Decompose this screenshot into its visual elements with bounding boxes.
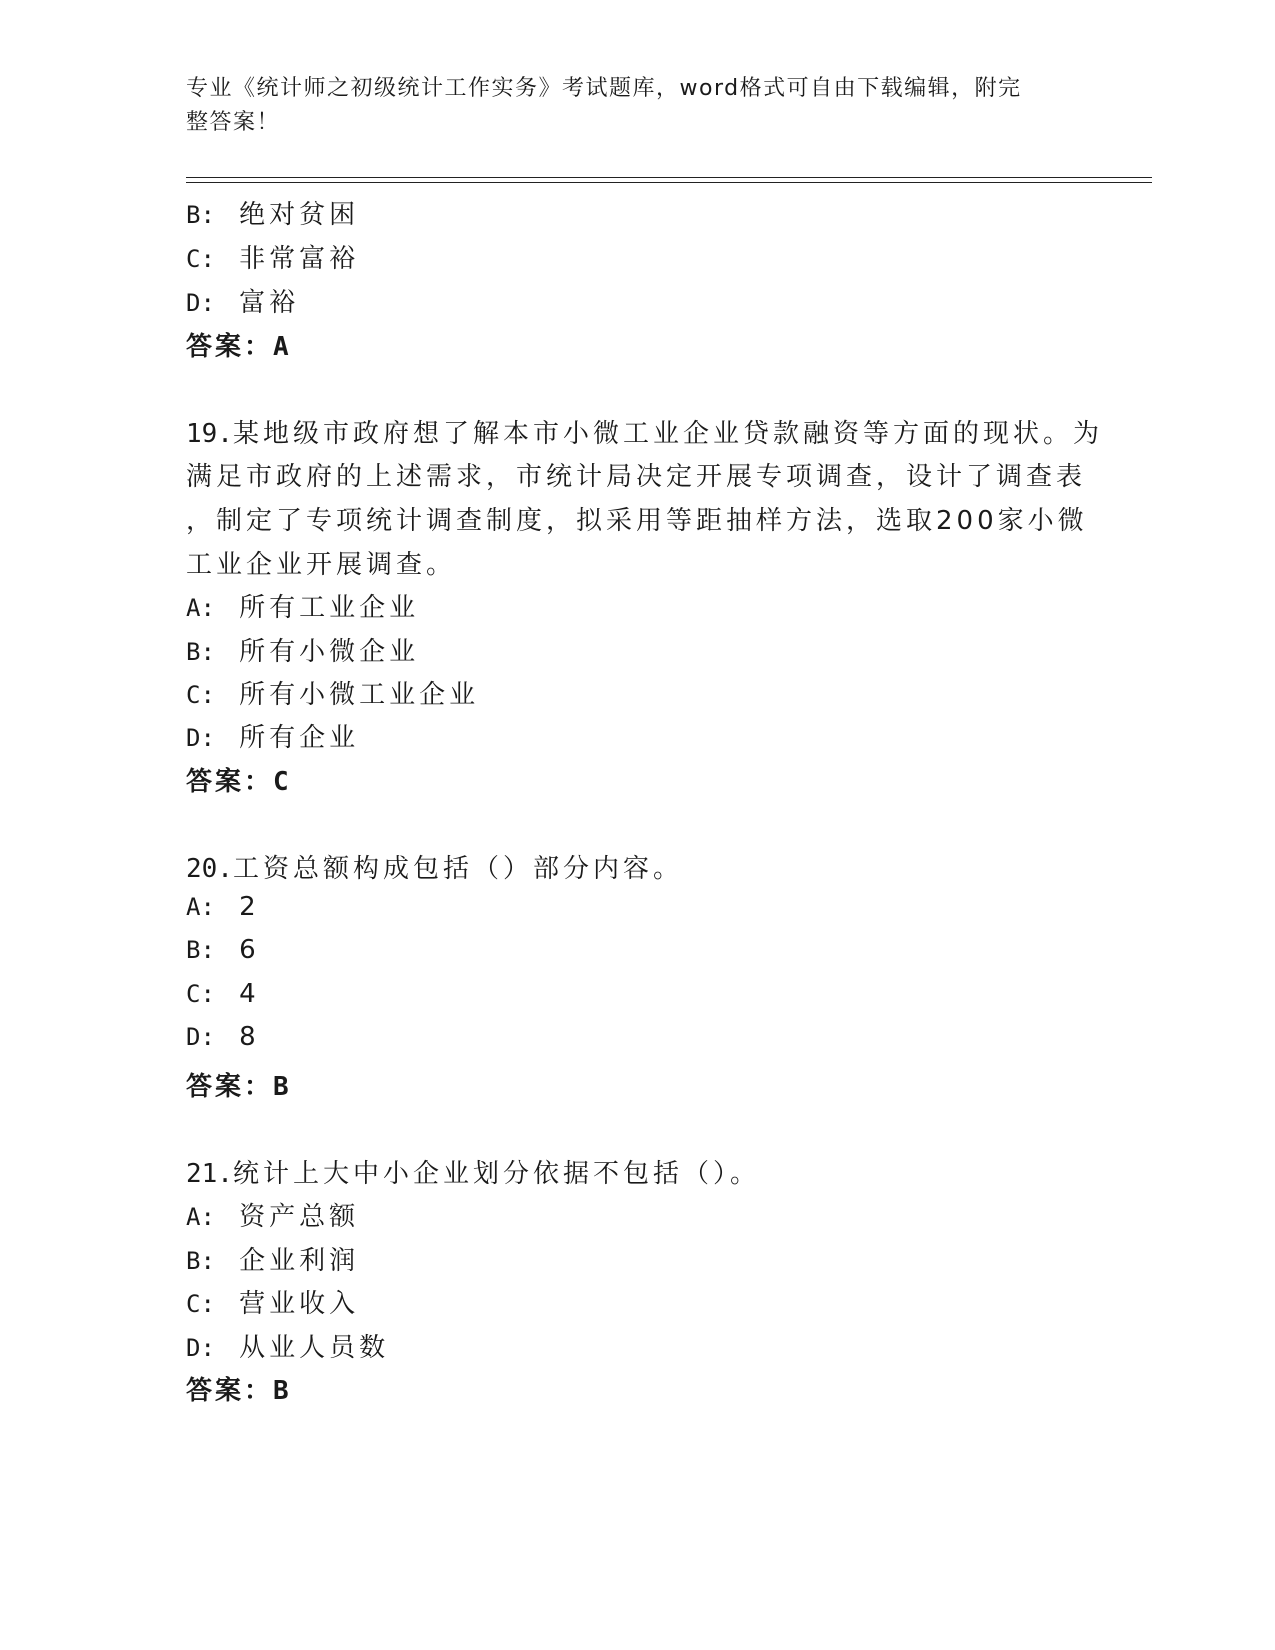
- question-number: 19.: [186, 419, 233, 449]
- question-number: 21.: [186, 1159, 233, 1189]
- option-text: 营业收入: [239, 1289, 360, 1319]
- option-line: [186, 1327, 389, 1364]
- question-stem-line: [186, 413, 1103, 450]
- question-stem-line: [186, 848, 683, 885]
- option-letter: A:: [186, 893, 215, 921]
- answer-value: C: [273, 767, 292, 797]
- option-text: 企业利润: [239, 1246, 360, 1276]
- option-letter: D:: [186, 1023, 215, 1051]
- question-stem-line: [186, 544, 456, 581]
- answer-value: B: [273, 1376, 292, 1406]
- answer-value: A: [273, 332, 292, 362]
- option-letter: D:: [186, 289, 215, 317]
- answer-line: [186, 326, 292, 363]
- answer-label: 答案：: [186, 767, 274, 797]
- option-line: [186, 979, 260, 1009]
- option-line: [186, 935, 260, 965]
- answer-line: [186, 1066, 292, 1103]
- option-line: [186, 1196, 359, 1233]
- option-text: 富裕: [239, 288, 300, 318]
- option-letter: D:: [186, 724, 215, 752]
- option-line: [186, 1283, 359, 1320]
- question-stem-line: [186, 456, 1086, 493]
- header-line-1: 专业《统计师之初级统计工作实务》考试题库，word格式可自由下载编辑，附完: [186, 76, 1022, 101]
- answer-value: B: [273, 1072, 292, 1102]
- answer-label: 答案：: [186, 332, 274, 362]
- question-stem-line: [186, 500, 1088, 537]
- question-text: ，制定了专项统计调查制度，拟采用等距抽样方法，选取200家小微: [186, 506, 1088, 536]
- option-text: 绝对贫困: [239, 200, 360, 230]
- option-text: 所有工业企业: [239, 593, 420, 623]
- option-text: 资产总额: [239, 1202, 360, 1232]
- answer-label: 答案：: [186, 1072, 274, 1102]
- question-text: 满足市政府的上述需求，市统计局决定开展专项调查，设计了调查表: [186, 462, 1087, 492]
- option-text: 非常富裕: [239, 244, 360, 274]
- option-line: [186, 1240, 359, 1277]
- option-letter: C:: [186, 1290, 215, 1318]
- question-text: 工业企业开展调查。: [186, 550, 457, 580]
- answer-line: [186, 1370, 292, 1407]
- option-line: [186, 717, 359, 754]
- option-letter: D:: [186, 1334, 215, 1362]
- option-line: [186, 892, 260, 922]
- option-text: 8: [239, 1022, 260, 1052]
- document-header: [186, 72, 1066, 140]
- option-line: [186, 194, 359, 231]
- option-letter: B:: [186, 936, 215, 964]
- option-letter: A:: [186, 594, 215, 622]
- header-line-2: 整答案！: [186, 110, 281, 135]
- option-letter: B:: [186, 201, 215, 229]
- option-line: [186, 631, 419, 668]
- question-stem-line: [186, 1153, 760, 1190]
- header-rule-top: [186, 177, 1152, 178]
- option-line: [186, 587, 419, 624]
- option-text: 4: [239, 979, 260, 1009]
- option-letter: B:: [186, 1247, 215, 1275]
- question-text: 某地级市政府想了解本市小微工业企业贷款融资等方面的现状。为: [232, 419, 1103, 449]
- option-letter: A:: [186, 1203, 215, 1231]
- option-text: 2: [239, 892, 260, 922]
- option-line: [186, 674, 479, 711]
- option-text: 所有企业: [239, 723, 360, 753]
- option-line: [186, 282, 299, 319]
- option-text: 从业人员数: [239, 1333, 390, 1363]
- question-text: 统计上大中小企业划分依据不包括（）。: [232, 1159, 760, 1189]
- option-letter: C:: [186, 245, 215, 273]
- question-text: 工资总额构成包括（）部分内容。: [232, 854, 683, 884]
- question-number: 20.: [186, 854, 233, 884]
- option-text: 所有小微工业企业: [239, 680, 480, 710]
- answer-label: 答案：: [186, 1376, 274, 1406]
- option-letter: C:: [186, 681, 215, 709]
- option-text: 6: [239, 935, 260, 965]
- option-letter: B:: [186, 638, 215, 666]
- option-text: 所有小微企业: [239, 637, 420, 667]
- option-line: [186, 1022, 260, 1052]
- option-letter: C:: [186, 980, 215, 1008]
- answer-line: [186, 761, 292, 798]
- option-line: [186, 238, 359, 275]
- header-rule-bottom: [186, 182, 1152, 183]
